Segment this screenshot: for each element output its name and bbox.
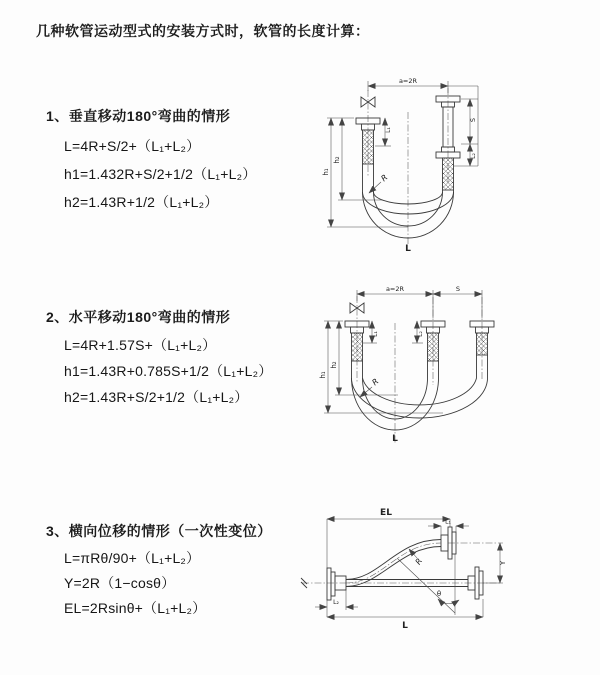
section-3-formula-EL: EL=2Rsinθ+（L₁+L₂） bbox=[64, 600, 207, 616]
section-2-formula-h2: h2=1.43R+S/2+1/2（L₁+L₂） bbox=[64, 389, 249, 405]
dim-label-theta: θ bbox=[436, 590, 442, 598]
dim-label-span: a=2R bbox=[385, 285, 405, 293]
diagram-lateral-displacement bbox=[298, 496, 516, 642]
radius-ray bbox=[397, 558, 455, 613]
braid-section bbox=[477, 333, 488, 355]
dim-label-h1: h₁ bbox=[322, 168, 330, 176]
hose-position-2 bbox=[346, 540, 441, 580]
section-3-heading: 3、横向位移的情形（一次性变位） bbox=[46, 523, 272, 539]
dim-label-s: S bbox=[469, 117, 477, 123]
braid-section bbox=[428, 333, 439, 361]
dim-label-el: EL bbox=[380, 508, 392, 518]
dim-label-l1: L₁ bbox=[372, 331, 379, 337]
hose-position-2 bbox=[363, 355, 477, 405]
dim-label-l: L bbox=[405, 244, 411, 254]
flange-left bbox=[327, 568, 331, 600]
section-2-formula-L: L=4R+1.57S+（L₁+L₂） bbox=[64, 337, 217, 353]
dim-label-l2: L₂ bbox=[417, 331, 424, 337]
dim-label-y: Y bbox=[499, 560, 507, 566]
page-title: 几种软管运动型式的安装方式时，软管的长度计算： bbox=[36, 23, 370, 39]
radius-leader bbox=[360, 387, 372, 397]
braid-section bbox=[363, 130, 374, 164]
radius-leader bbox=[369, 182, 381, 193]
dim-label-h2: h₂ bbox=[330, 361, 338, 369]
dim-label-l1: L₁ bbox=[385, 127, 392, 133]
section-1-formula-h2: h2=1.43R+1/2（L₁+L₂） bbox=[64, 194, 219, 210]
dimensions bbox=[324, 290, 482, 413]
dimension-labels bbox=[333, 508, 507, 631]
section-3-formula-L: L=πRθ/90+（L₁+L₂） bbox=[64, 550, 201, 566]
hose-assembly bbox=[301, 527, 483, 600]
hose-assembly bbox=[345, 303, 494, 430]
section-1-formula-h1: h1=1.432R+S/2+1/2（L₁+L₂） bbox=[64, 166, 257, 182]
braid-section bbox=[352, 333, 363, 361]
dim-label-l: L bbox=[392, 434, 398, 444]
centerlines bbox=[368, 88, 448, 246]
section-2-formula-h1: h1=1.43R+0.785S+1/2（L₁+L₂） bbox=[64, 363, 273, 379]
section-2-heading: 2、水平移动180°弯曲的情形 bbox=[46, 309, 231, 325]
dim-label-r: R bbox=[379, 172, 390, 184]
braid-section bbox=[443, 158, 454, 190]
section-3-formula-Y: Y=2R（1−cosθ） bbox=[64, 575, 176, 591]
dim-label-s: S bbox=[455, 285, 461, 293]
dim-label-h1: h₁ bbox=[319, 371, 327, 379]
dim-label-l: L bbox=[402, 621, 408, 631]
section-1-formula-L: L=4R+S/2+（L₁+L₂） bbox=[64, 138, 201, 154]
dim-label-r: R bbox=[413, 556, 425, 567]
dim-label-l2: L₂ bbox=[333, 599, 339, 606]
dim-label-span: a=2R bbox=[398, 77, 418, 85]
diagram-horizontal-180-bend bbox=[308, 283, 548, 463]
dimensions bbox=[327, 81, 478, 227]
dim-label-l2: L₂ bbox=[470, 153, 477, 159]
dim-label-r: R bbox=[370, 376, 381, 388]
dim-label-h2: h₂ bbox=[333, 156, 341, 164]
dim-label-l1: L₁ bbox=[445, 518, 451, 526]
hose-position-2 bbox=[352, 355, 488, 418]
diagram-vertical-180-bend bbox=[313, 70, 545, 265]
hose-position-2 bbox=[346, 547, 441, 587]
section-1-heading: 1、垂直移动180°弯曲的情形 bbox=[46, 108, 231, 124]
